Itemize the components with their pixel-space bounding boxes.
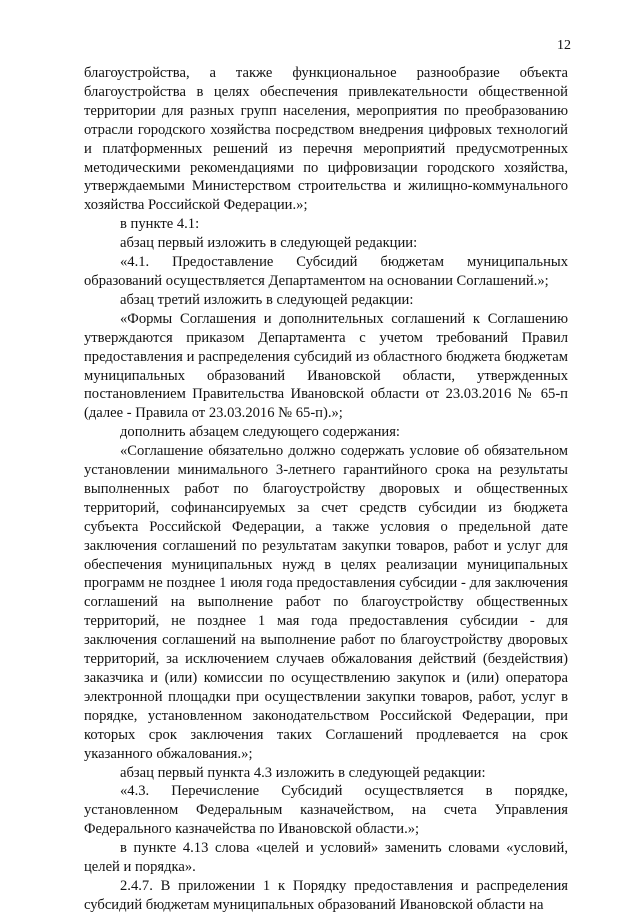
paragraph-6: «Формы Соглашения и дополнительных соглашений к Соглашению утверждаются приказом Департамента с учетом требований Правил предоставления и распределения субсидий из областного бюджета бюджетам муниципальных образований Ивановской области, утвержденных постановлением Правительства Ивановской области от 23.03.2016 № 65-п (далее - Правила от 23.03.2016 № 65-п).»; <box>84 310 568 422</box>
paragraph-7: дополнить абзацем следующего содержания: <box>120 424 400 441</box>
paragraph-2: в пункте 4.1: <box>120 216 200 233</box>
paragraph-1: благоустройства, а также функциональное разнообразие объекта благоустройства в целях обеспечения привлекательности общественной территории для разных групп населения, мероприятия по преобразованию отрасли городского хозяйства посредством внедрения цифровых технологий и платформенных решений из перечня мероприятий предусмотренных методическими рекомендациями по цифровизации городского хозяйства, утверждаемыми Министерством строительства и жилищно-коммунального хозяйства Российской Федерации.»; <box>84 65 568 214</box>
paragraph-4: «4.1. Предоставление Субсидий бюджетам муниципальных образований осуществляется Департаментом на основании Соглашений.»; <box>84 254 568 289</box>
document-body <box>84 64 568 915</box>
paragraph-5: абзац третий изложить в следующей редакции: <box>120 291 414 308</box>
page-number: 12 <box>557 38 571 53</box>
paragraph-8: «Соглашение обязательно должно содержать условие об обязательном установлении минимального 3-летнего гарантийного срока на результаты выполненных работ по благоустройству дворовых и общественных территорий, софинансируемых за счет средств субсидии из бюджета субъекта Российской Федерации, а также условия о предельной дате заключения соглашений по результатам закупки товаров, работ и услуг для обеспечения муниципальных нужд в целях реализации муниципальных программ не позднее 1 июля года предоставления субсидии - для заключения соглашений на выполнение работ по благоустройству общественных территорий, не позднее 1 мая года предоставления субсидии - для заключения соглашений на выполнение работ по благоустройству дворовых территорий, за исключением случаев обжалования действий (бездействия) заказчика и (или) комиссии по осуществлению закупок и (или) оператора электронной площадки при осуществлении закупки товаров, работ, услуг в порядке, установленном законодательством Российской Федерации, при которых срок заключения таких Соглашений продлевается на срок указанного обжалования.»; <box>84 443 568 762</box>
paragraph-10: «4.3. Перечисление Субсидий осуществляется в порядке, установленном Федеральным казначейством, на счета Управления Федерального казначейства по Ивановской области.»; <box>84 783 568 838</box>
paragraph-9: абзац первый пункта 4.3 изложить в следующей редакции: <box>120 764 486 781</box>
paragraph-12: 2.4.7. В приложении 1 к Порядку предоставления и распределения субсидий бюджетам муниципальных образований Ивановской области на <box>84 877 568 913</box>
paragraph-3: абзац первый изложить в следующей редакции: <box>120 235 418 252</box>
paragraph-11: в пункте 4.13 слова «целей и условий» заменить словами «условий, целей и порядка». <box>84 840 568 876</box>
